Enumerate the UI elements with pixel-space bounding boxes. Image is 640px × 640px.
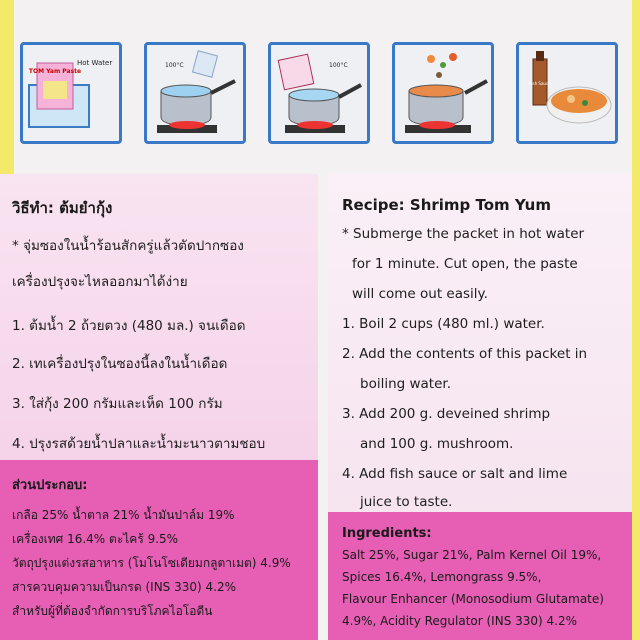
hot-water-label: Hot Water [77,59,113,67]
english-ingredient-1: Salt 25%, Sugar 21%, Palm Kernel Oil 19%, [342,548,602,562]
step-4-panel [392,42,494,144]
pour-paste-icon [271,45,367,141]
add-shrimp-mushroom-icon [395,45,491,141]
step-1-panel [20,42,122,144]
thai-ingredients-title: ส่วนประกอบ: [12,478,88,493]
thai-line-5: 3. ใส่กุ้ง 200 กรัมและเห็ด 100 กรัม [12,396,223,412]
english-line-3: will come out easily. [352,286,488,302]
thai-ingredient-1: เกลือ 25% น้ำตาล 21% น้ำมันปาล์ม 19% [12,508,235,522]
english-ingredients-title: Ingredients: [342,526,432,541]
packet-label: TOM Yam Paste [28,68,82,75]
english-line-9: 4. Add fish sauce or salt and lime [342,466,568,482]
english-ingredient-2: Spices 16.4%, Lemongrass 9.5%, [342,570,542,584]
step-3-panel [268,42,370,144]
step-illustrations [20,42,630,142]
pot-boiling-icon [147,45,243,141]
english-line-4: 1. Boil 2 cups (480 ml.) water. [342,316,545,332]
thai-line-1: * จุ่มซองในน้ำร้อนสักครู่แล้วตัดปากซอง [12,238,244,254]
fish-sauce-label: Fish Sauce [529,81,551,86]
thai-line-2: เครื่องปรุงจะไหลออกมาได้ง่าย [12,274,188,290]
english-line-8: and 100 g. mushroom. [360,436,514,452]
right-edge-stripe [632,0,640,640]
english-ingredient-3: Flavour Enhancer (Monosodium Glutamate) [342,592,604,606]
thai-ingredient-2: เครื่องเทศ 16.4% ตะไคร้ 9.5% [12,532,179,546]
packet-in-hot-water-icon [23,45,119,141]
english-line-1: * Submerge the packet in hot water [342,226,585,242]
thai-ingredient-4: สารควบคุมความเป็นกรด (INS 330) 4.2% [12,580,236,594]
step-5-panel [516,42,618,144]
thai-ingredient-3: วัตถุปรุงแต่งรสอาหาร (โมโนโซเดียมกลูตาเมต) 4.9% [12,556,291,570]
serving-bowl-icon [519,45,615,141]
thai-line-4: 2. เทเครื่องปรุงในซองนี้ลงในน้ำเดือด [12,356,228,372]
english-line-2: for 1 minute. Cut open, the paste [352,256,578,272]
english-line-7: 3. Add 200 g. deveined shrimp [342,406,551,422]
thai-line-3: 1. ต้มน้ำ 2 ถ้วยตวง (480 มล.) จนเดือด [12,318,246,334]
english-recipe-title: Recipe: Shrimp Tom Yum [342,196,551,214]
thai-line-6: 4. ปรุงรสด้วยน้ำปลาและน้ำมะนาวตามชอบ [12,436,266,452]
english-line-5: 2. Add the contents of this packet in [342,346,588,362]
temperature-label: 100°C [165,62,184,69]
step-2-panel [144,42,246,144]
temperature-label-2: 100°C [329,62,348,69]
english-instructions-background [328,174,632,512]
thai-ingredient-5: สำหรับผู้ที่ต้องจำกัดการบริโภคไอโอดีน [12,604,213,618]
thai-recipe-title: วิธีทำ: ต้มยำกุ้ง [12,199,113,217]
english-ingredient-4: 4.9%, Acidity Regulator (INS 330) 4.2% [342,614,578,628]
english-line-6: boiling water. [360,376,452,392]
english-line-10: juice to taste. [360,494,453,510]
